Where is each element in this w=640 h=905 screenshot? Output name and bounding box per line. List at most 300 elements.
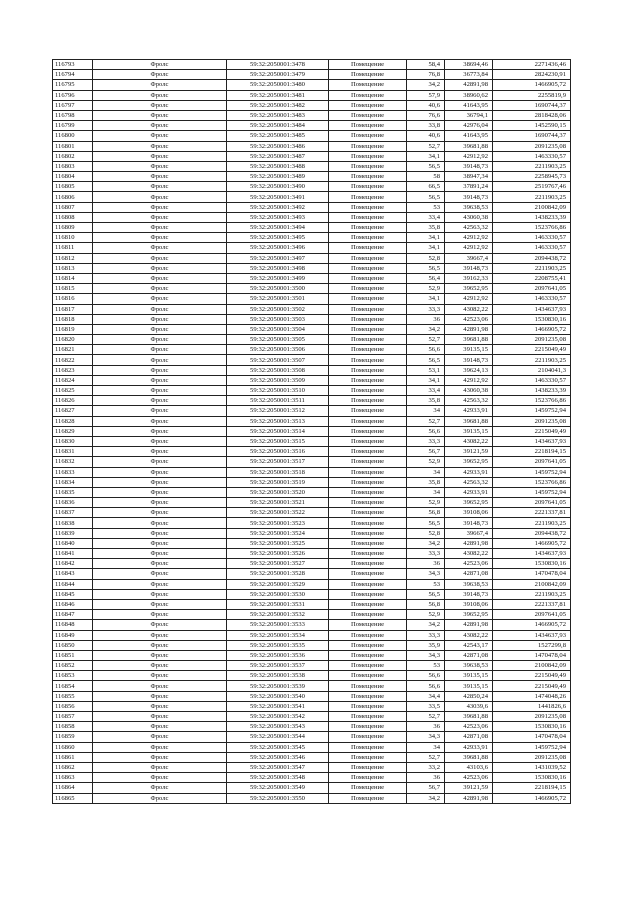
cadastral-number-cell: 59:32:2050001:3538 — [227, 671, 329, 681]
price-per-unit-cell: 39148,73 — [445, 355, 493, 365]
cadastral-number-cell: 59:32:2050001:3548 — [227, 773, 329, 783]
total-value-cell: 1459752,94 — [493, 406, 571, 416]
total-value-cell: 1690744,37 — [493, 131, 571, 141]
row-number-cell: 116846 — [53, 599, 93, 609]
price-per-unit-cell: 39148,73 — [445, 161, 493, 171]
cadastral-number-cell: 59:32:2050001:3514 — [227, 426, 329, 436]
object-type-cell: Помещение — [329, 304, 407, 314]
object-type-cell: Помещение — [329, 416, 407, 426]
area-cell: 56,5 — [407, 192, 445, 202]
total-value-cell: 2097641,05 — [493, 498, 571, 508]
row-number-cell: 116803 — [53, 161, 93, 171]
table-row — [53, 304, 571, 314]
price-per-unit-cell: 42891,98 — [445, 324, 493, 334]
object-type-cell: Помещение — [329, 691, 407, 701]
row-number-cell: 116857 — [53, 712, 93, 722]
row-number-cell: 116844 — [53, 579, 93, 589]
cadastral-number-cell: 59:32:2050001:3524 — [227, 528, 329, 538]
area-cell: 33,2 — [407, 762, 445, 772]
cadastral-number-cell: 59:32:2050001:3497 — [227, 253, 329, 263]
table-row — [53, 253, 571, 263]
object-type-cell: Помещение — [329, 80, 407, 90]
table-row — [53, 742, 571, 752]
name-cell: Фролс — [93, 70, 227, 80]
total-value-cell: 2519767,46 — [493, 182, 571, 192]
name-cell: Фролс — [93, 406, 227, 416]
table-row — [53, 110, 571, 120]
object-type-cell: Помещение — [329, 589, 407, 599]
cadastral-number-cell: 59:32:2050001:3539 — [227, 681, 329, 691]
total-value-cell: 1463330,57 — [493, 233, 571, 243]
total-value-cell: 2218194,15 — [493, 447, 571, 457]
table-row — [53, 90, 571, 100]
total-value-cell: 2211903,25 — [493, 263, 571, 273]
price-per-unit-cell: 39135,15 — [445, 426, 493, 436]
table-row — [53, 172, 571, 182]
row-number-cell: 116860 — [53, 742, 93, 752]
price-per-unit-cell: 42563,32 — [445, 477, 493, 487]
object-type-cell: Помещение — [329, 396, 407, 406]
total-value-cell: 1466905,72 — [493, 80, 571, 90]
cadastral-number-cell: 59:32:2050001:3492 — [227, 202, 329, 212]
area-cell: 35,9 — [407, 640, 445, 650]
name-cell: Фролс — [93, 263, 227, 273]
cadastral-number-cell: 59:32:2050001:3522 — [227, 508, 329, 518]
name-cell: Фролс — [93, 121, 227, 131]
table-row — [53, 691, 571, 701]
area-cell: 34 — [407, 467, 445, 477]
cadastral-number-cell: 59:32:2050001:3491 — [227, 192, 329, 202]
cadastral-number-cell: 59:32:2050001:3540 — [227, 691, 329, 701]
total-value-cell: 2255819,9 — [493, 90, 571, 100]
area-cell: 53 — [407, 202, 445, 212]
cadastral-number-cell: 59:32:2050001:3487 — [227, 151, 329, 161]
total-value-cell: 2211903,25 — [493, 589, 571, 599]
name-cell: Фролс — [93, 640, 227, 650]
table-row — [53, 599, 571, 609]
row-number-cell: 116858 — [53, 722, 93, 732]
object-type-cell: Помещение — [329, 518, 407, 528]
cadastral-number-cell: 59:32:2050001:3490 — [227, 182, 329, 192]
area-cell: 53 — [407, 661, 445, 671]
area-cell: 34,1 — [407, 294, 445, 304]
object-type-cell: Помещение — [329, 681, 407, 691]
total-value-cell: 2218194,15 — [493, 783, 571, 793]
table-row — [53, 518, 571, 528]
total-value-cell: 1690744,37 — [493, 100, 571, 110]
name-cell: Фролс — [93, 599, 227, 609]
cadastral-number-cell: 59:32:2050001:3498 — [227, 263, 329, 273]
price-per-unit-cell: 38694,46 — [445, 60, 493, 70]
area-cell: 36 — [407, 559, 445, 569]
object-type-cell: Помещение — [329, 131, 407, 141]
price-per-unit-cell: 39681,88 — [445, 335, 493, 345]
table-row — [53, 589, 571, 599]
table-row — [53, 386, 571, 396]
name-cell: Фролс — [93, 80, 227, 90]
price-per-unit-cell: 39148,73 — [445, 263, 493, 273]
table-row — [53, 314, 571, 324]
cadastral-number-cell: 59:32:2050001:3543 — [227, 722, 329, 732]
name-cell: Фролс — [93, 253, 227, 263]
cadastral-number-cell: 59:32:2050001:3546 — [227, 752, 329, 762]
row-number-cell: 116801 — [53, 141, 93, 151]
name-cell: Фролс — [93, 304, 227, 314]
price-per-unit-cell: 39162,33 — [445, 273, 493, 283]
area-cell: 56,4 — [407, 273, 445, 283]
total-value-cell: 2091235,08 — [493, 712, 571, 722]
table-row — [53, 212, 571, 222]
row-number-cell: 116819 — [53, 324, 93, 334]
name-cell: Фролс — [93, 243, 227, 253]
area-cell: 33,3 — [407, 304, 445, 314]
object-type-cell: Помещение — [329, 640, 407, 650]
table-row — [53, 722, 571, 732]
area-cell: 34,2 — [407, 324, 445, 334]
object-type-cell: Помещение — [329, 549, 407, 559]
total-value-cell: 1438233,39 — [493, 386, 571, 396]
row-number-cell: 116862 — [53, 762, 93, 772]
total-value-cell: 2097641,05 — [493, 284, 571, 294]
cadastral-number-cell: 59:32:2050001:3494 — [227, 223, 329, 233]
area-cell: 34,2 — [407, 793, 445, 803]
area-cell: 35,8 — [407, 396, 445, 406]
object-type-cell: Помещение — [329, 599, 407, 609]
row-number-cell: 116836 — [53, 498, 93, 508]
row-number-cell: 116864 — [53, 783, 93, 793]
price-per-unit-cell: 43082,22 — [445, 436, 493, 446]
table-row — [53, 508, 571, 518]
cadastral-number-cell: 59:32:2050001:3479 — [227, 70, 329, 80]
row-number-cell: 116831 — [53, 447, 93, 457]
table-row — [53, 579, 571, 589]
area-cell: 34,2 — [407, 620, 445, 630]
row-number-cell: 116813 — [53, 263, 93, 273]
table-row — [53, 324, 571, 334]
name-cell: Фролс — [93, 375, 227, 385]
name-cell: Фролс — [93, 355, 227, 365]
object-type-cell: Помещение — [329, 100, 407, 110]
area-cell: 34,2 — [407, 80, 445, 90]
total-value-cell: 2215049,49 — [493, 671, 571, 681]
object-type-cell: Помещение — [329, 314, 407, 324]
area-cell: 56,8 — [407, 508, 445, 518]
name-cell: Фролс — [93, 90, 227, 100]
cadastral-number-cell: 59:32:2050001:3484 — [227, 121, 329, 131]
price-per-unit-cell: 39652,95 — [445, 498, 493, 508]
total-value-cell: 1459752,94 — [493, 742, 571, 752]
table-row — [53, 121, 571, 131]
table-row — [53, 233, 571, 243]
cadastral-number-cell: 59:32:2050001:3536 — [227, 650, 329, 660]
price-per-unit-cell: 42871,08 — [445, 732, 493, 742]
area-cell: 56,5 — [407, 263, 445, 273]
cadastral-number-cell: 59:32:2050001:3547 — [227, 762, 329, 772]
total-value-cell: 1530830,16 — [493, 773, 571, 783]
object-type-cell: Помещение — [329, 284, 407, 294]
cadastral-number-cell: 59:32:2050001:3519 — [227, 477, 329, 487]
name-cell: Фролс — [93, 681, 227, 691]
cadastral-number-cell: 59:32:2050001:3502 — [227, 304, 329, 314]
name-cell: Фролс — [93, 508, 227, 518]
row-number-cell: 116833 — [53, 467, 93, 477]
object-type-cell: Помещение — [329, 610, 407, 620]
row-number-cell: 116843 — [53, 569, 93, 579]
row-number-cell: 116815 — [53, 284, 93, 294]
object-type-cell: Помещение — [329, 243, 407, 253]
name-cell: Фролс — [93, 487, 227, 497]
price-per-unit-cell: 42912,92 — [445, 243, 493, 253]
table-row — [53, 60, 571, 70]
area-cell: 76,8 — [407, 70, 445, 80]
cadastral-number-cell: 59:32:2050001:3541 — [227, 701, 329, 711]
area-cell: 34 — [407, 742, 445, 752]
price-per-unit-cell: 42891,98 — [445, 793, 493, 803]
total-value-cell: 2208755,41 — [493, 273, 571, 283]
total-value-cell: 2100842,09 — [493, 661, 571, 671]
object-type-cell: Помещение — [329, 60, 407, 70]
price-per-unit-cell: 36794,1 — [445, 110, 493, 120]
row-number-cell: 116834 — [53, 477, 93, 487]
table-row — [53, 426, 571, 436]
total-value-cell: 1438233,39 — [493, 212, 571, 222]
row-number-cell: 116826 — [53, 396, 93, 406]
object-type-cell: Помещение — [329, 426, 407, 436]
price-per-unit-cell: 39667,4 — [445, 253, 493, 263]
area-cell: 57,9 — [407, 90, 445, 100]
name-cell: Фролс — [93, 610, 227, 620]
cadastral-number-cell: 59:32:2050001:3517 — [227, 457, 329, 467]
price-per-unit-cell: 42523,06 — [445, 314, 493, 324]
row-number-cell: 116827 — [53, 406, 93, 416]
cadastral-number-cell: 59:32:2050001:3501 — [227, 294, 329, 304]
row-number-cell: 116842 — [53, 559, 93, 569]
price-per-unit-cell: 43082,22 — [445, 549, 493, 559]
name-cell: Фролс — [93, 467, 227, 477]
table-row — [53, 762, 571, 772]
cadastral-number-cell: 59:32:2050001:3509 — [227, 375, 329, 385]
area-cell: 33,4 — [407, 212, 445, 222]
price-per-unit-cell: 39638,53 — [445, 202, 493, 212]
cadastral-number-cell: 59:32:2050001:3489 — [227, 172, 329, 182]
area-cell: 52,7 — [407, 141, 445, 151]
cadastral-number-cell: 59:32:2050001:3496 — [227, 243, 329, 253]
name-cell: Фролс — [93, 436, 227, 446]
area-cell: 33,3 — [407, 436, 445, 446]
object-type-cell: Помещение — [329, 386, 407, 396]
price-per-unit-cell: 39638,53 — [445, 579, 493, 589]
object-type-cell: Помещение — [329, 722, 407, 732]
area-cell: 56,5 — [407, 589, 445, 599]
row-number-cell: 116806 — [53, 192, 93, 202]
table-row — [53, 355, 571, 365]
area-cell: 33,3 — [407, 630, 445, 640]
area-cell: 56,5 — [407, 161, 445, 171]
cadastral-number-cell: 59:32:2050001:3493 — [227, 212, 329, 222]
object-type-cell: Помещение — [329, 620, 407, 630]
name-cell: Фролс — [93, 324, 227, 334]
name-cell: Фролс — [93, 559, 227, 569]
object-type-cell: Помещение — [329, 508, 407, 518]
price-per-unit-cell: 39624,13 — [445, 365, 493, 375]
price-per-unit-cell: 41643,95 — [445, 131, 493, 141]
cadastral-number-cell: 59:32:2050001:3529 — [227, 579, 329, 589]
row-number-cell: 116839 — [53, 528, 93, 538]
table-row — [53, 131, 571, 141]
table-row — [53, 477, 571, 487]
table-row — [53, 294, 571, 304]
name-cell: Фролс — [93, 110, 227, 120]
price-per-unit-cell: 43103,6 — [445, 762, 493, 772]
table-row — [53, 223, 571, 233]
cadastral-number-cell: 59:32:2050001:3542 — [227, 712, 329, 722]
cadastral-number-cell: 59:32:2050001:3499 — [227, 273, 329, 283]
total-value-cell: 1466905,72 — [493, 793, 571, 803]
total-value-cell: 1466905,72 — [493, 620, 571, 630]
cadastral-number-cell: 59:32:2050001:3535 — [227, 640, 329, 650]
row-number-cell: 116832 — [53, 457, 93, 467]
price-per-unit-cell: 43039,6 — [445, 701, 493, 711]
area-cell: 56,7 — [407, 447, 445, 457]
table-row — [53, 273, 571, 283]
table-row — [53, 712, 571, 722]
name-cell: Фролс — [93, 457, 227, 467]
object-type-cell: Помещение — [329, 569, 407, 579]
cadastral-number-cell: 59:32:2050001:3505 — [227, 335, 329, 345]
area-cell: 34,3 — [407, 732, 445, 742]
price-per-unit-cell: 42912,92 — [445, 151, 493, 161]
name-cell: Фролс — [93, 416, 227, 426]
price-per-unit-cell: 42523,06 — [445, 773, 493, 783]
area-cell: 56,5 — [407, 518, 445, 528]
name-cell: Фролс — [93, 223, 227, 233]
area-cell: 56,6 — [407, 671, 445, 681]
row-number-cell: 116852 — [53, 661, 93, 671]
name-cell: Фролс — [93, 131, 227, 141]
object-type-cell: Помещение — [329, 365, 407, 375]
name-cell: Фролс — [93, 569, 227, 579]
table-row — [53, 396, 571, 406]
name-cell: Фролс — [93, 182, 227, 192]
price-per-unit-cell: 39135,15 — [445, 345, 493, 355]
table-row — [53, 538, 571, 548]
table-row — [53, 335, 571, 345]
row-number-cell: 116823 — [53, 365, 93, 375]
cadastral-number-cell: 59:32:2050001:3532 — [227, 610, 329, 620]
table-row — [53, 100, 571, 110]
name-cell: Фролс — [93, 141, 227, 151]
object-type-cell: Помещение — [329, 182, 407, 192]
row-number-cell: 116824 — [53, 375, 93, 385]
name-cell: Фролс — [93, 447, 227, 457]
area-cell: 56,5 — [407, 355, 445, 365]
total-value-cell: 2211903,25 — [493, 355, 571, 365]
object-type-cell: Помещение — [329, 151, 407, 161]
price-per-unit-cell: 42912,92 — [445, 375, 493, 385]
table-row — [53, 610, 571, 620]
total-value-cell: 1463330,57 — [493, 151, 571, 161]
table-row — [53, 243, 571, 253]
area-cell: 56,6 — [407, 345, 445, 355]
total-value-cell: 2211903,25 — [493, 161, 571, 171]
row-number-cell: 116808 — [53, 212, 93, 222]
total-value-cell: 1434637,93 — [493, 304, 571, 314]
total-value-cell: 2091235,08 — [493, 141, 571, 151]
name-cell: Фролс — [93, 712, 227, 722]
object-type-cell: Помещение — [329, 273, 407, 283]
row-number-cell: 116865 — [53, 793, 93, 803]
price-per-unit-cell: 39652,95 — [445, 610, 493, 620]
row-number-cell: 116795 — [53, 80, 93, 90]
total-value-cell: 2211903,25 — [493, 192, 571, 202]
price-per-unit-cell: 42563,32 — [445, 223, 493, 233]
price-per-unit-cell: 42933,91 — [445, 742, 493, 752]
area-cell: 34,1 — [407, 233, 445, 243]
table-row — [53, 569, 571, 579]
area-cell: 52,9 — [407, 457, 445, 467]
price-per-unit-cell: 42523,06 — [445, 722, 493, 732]
total-value-cell: 2215049,49 — [493, 345, 571, 355]
name-cell: Фролс — [93, 773, 227, 783]
area-cell: 52,9 — [407, 498, 445, 508]
price-per-unit-cell: 42933,91 — [445, 406, 493, 416]
name-cell: Фролс — [93, 793, 227, 803]
object-type-cell: Помещение — [329, 436, 407, 446]
total-value-cell: 2097641,05 — [493, 610, 571, 620]
name-cell: Фролс — [93, 345, 227, 355]
cadastral-number-cell: 59:32:2050001:3510 — [227, 386, 329, 396]
price-per-unit-cell: 39681,88 — [445, 752, 493, 762]
name-cell: Фролс — [93, 701, 227, 711]
table-row — [53, 620, 571, 630]
cadastral-number-cell: 59:32:2050001:3520 — [227, 487, 329, 497]
total-value-cell: 1470478,04 — [493, 569, 571, 579]
area-cell: 34,3 — [407, 650, 445, 660]
price-per-unit-cell: 42871,08 — [445, 569, 493, 579]
cadastral-number-cell: 59:32:2050001:3486 — [227, 141, 329, 151]
object-type-cell: Помещение — [329, 559, 407, 569]
row-number-cell: 116817 — [53, 304, 93, 314]
total-value-cell: 1530830,16 — [493, 559, 571, 569]
total-value-cell: 1527299,8 — [493, 640, 571, 650]
area-cell: 34 — [407, 406, 445, 416]
name-cell: Фролс — [93, 742, 227, 752]
area-cell: 36 — [407, 314, 445, 324]
area-cell: 53 — [407, 579, 445, 589]
total-value-cell: 2100842,09 — [493, 579, 571, 589]
area-cell: 52,8 — [407, 528, 445, 538]
row-number-cell: 116841 — [53, 549, 93, 559]
object-type-cell: Помещение — [329, 110, 407, 120]
name-cell: Фролс — [93, 498, 227, 508]
price-per-unit-cell: 42976,04 — [445, 121, 493, 131]
object-type-cell: Помещение — [329, 742, 407, 752]
cadastral-number-cell: 59:32:2050001:3512 — [227, 406, 329, 416]
total-value-cell: 1463330,57 — [493, 375, 571, 385]
total-value-cell: 2824230,91 — [493, 70, 571, 80]
area-cell: 35,8 — [407, 477, 445, 487]
row-number-cell: 116820 — [53, 335, 93, 345]
row-number-cell: 116850 — [53, 640, 93, 650]
row-number-cell: 116845 — [53, 589, 93, 599]
name-cell: Фролс — [93, 762, 227, 772]
price-per-unit-cell: 39652,95 — [445, 457, 493, 467]
row-number-cell: 116810 — [53, 233, 93, 243]
table-row — [53, 263, 571, 273]
name-cell: Фролс — [93, 151, 227, 161]
row-number-cell: 116805 — [53, 182, 93, 192]
total-value-cell: 1434637,93 — [493, 630, 571, 640]
